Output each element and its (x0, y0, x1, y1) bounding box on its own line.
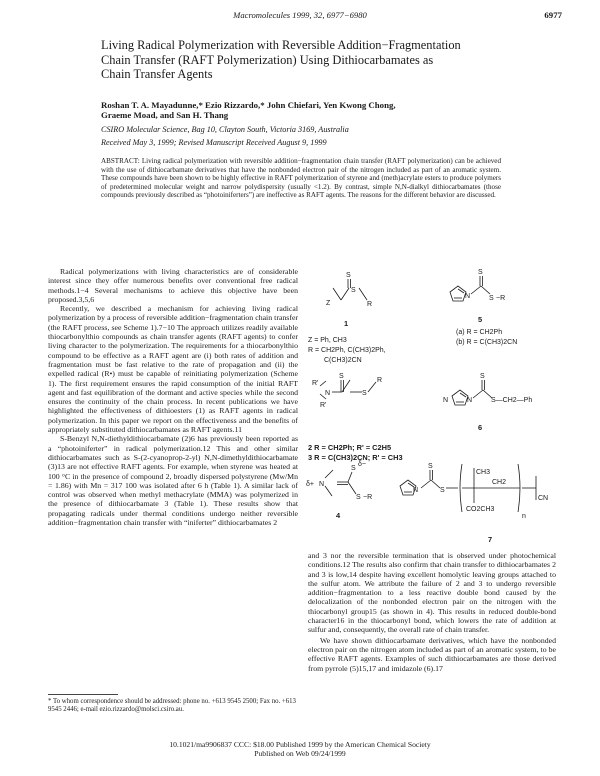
pyrrole-ring (450, 286, 466, 301)
atom-label: Z (326, 300, 331, 307)
left-column (48, 267, 298, 527)
bond (325, 486, 332, 496)
charge-label: δ− (358, 461, 366, 468)
affiliation: CSIRO Molecular Science, Bag 10, Clayton South, Victoria 3169, Australia (101, 125, 349, 134)
structure-definition: 3 R = C(CH3)2CN; R' = CH3 (308, 453, 403, 462)
compound-number: 4 (336, 511, 341, 520)
atom-label: R (377, 377, 383, 384)
structure-2-3 (308, 373, 403, 462)
group-label: CH2 (492, 479, 507, 486)
structure-6 (443, 373, 532, 432)
structure-definition: C(CH3)2CN (324, 357, 362, 364)
correspondence-footnote: * To whom correspondence should be addressed: phone no. +613 9545 2500; Fax no. +613 9545 2446; e-mail ezio.rizzardo@molsci.csiro.au. (48, 698, 296, 714)
bond (348, 472, 352, 482)
page-footer (0, 740, 600, 758)
atom-label: S (351, 465, 356, 472)
atom-label: S (478, 269, 483, 276)
atom-label: N (465, 293, 471, 300)
atom-label: S—CH2—Ph (491, 397, 533, 404)
bond (368, 382, 376, 392)
atom-label: S (346, 272, 351, 279)
chemical-structures (300, 268, 570, 550)
author-line: Roshan T. A. Mayadunne,* Ezio Rizzardo,* John Chiefari, Yen Kwong Chong, (101, 100, 396, 110)
body-paragraph: Radical polymerizations with living characteristics are of considerable interest since they offer numerous benefits over conventional free radical methods.1−4 Several mechanisms to achieve this objective have been proposed.3,5,6 (48, 267, 298, 304)
body-paragraph: We have shown dithiocarbamate derivatives, which have the nonbonded electron pair on the nitrogen atom included as part of an aromatic system, to be effective RAFT agents. Examples of such dithiocarbamates are those derived from pyrrole (5)15,17 and imidazole (6).17 (308, 635, 556, 673)
compound-number: 6 (478, 423, 483, 432)
body-paragraph: and 3 nor the reversible termination that is observed under photochemical conditions.12 The results also confirm that chain transfer to dithiocarbamates 2 and 3 is low,14 despite having excellent homolytic leaving groups attached to the sulfur atom. We attribute the failure of 2 and 3 to undergo reversible addition−fragmentation to a less reactive double bond caused by the delocalization of the nonbonded electron pair on the nitrogen with the thiocarbonyl group15 (as shown in 4). This results in reduced double-bond character16 in the thiocarbonyl bond, which lowers the rate of addition at sulfur and, consequently, the overall rate of chain transfer. (308, 551, 556, 635)
atom-label: S (339, 373, 344, 380)
abstract: ABSTRACT: Living radical polymerization with reversible addition−fragmentation chain transfer (RAFT polymerization) can be achieved with the use of dithiocarbamate derivatives that have the nonbonded electron pair of the nitrogen included as part of an aromatic system. These compounds have been shown to be highly effective in RAFT polymerization of styrene and (meth)acrylate esters to produce polymers of predetermined molecular weight and narrow polydispersity (usually <1.2). By contrast, simple N,N-dialkyl dithiocarbamates (those compounds previously described as “photoiniferters”) are ineffective as RAFT agents. The reasons for the different behavior are discussed. (101, 157, 501, 200)
atom-label: N (325, 390, 331, 397)
atom-label: N (467, 397, 473, 404)
atom-label: S (351, 287, 356, 294)
structure-5 (450, 269, 517, 346)
atom-label: S (428, 463, 433, 470)
author-list (101, 100, 501, 121)
right-column (308, 551, 556, 673)
received-dates: Received May 3, 1999; Revised Manuscript Received August 9, 1999 (101, 138, 327, 147)
atom-label: R' (312, 380, 319, 387)
bond (471, 286, 481, 294)
bond (431, 480, 440, 488)
body-paragraph: Recently, we described a mechanism for achieving living radical polymerization by a process of reversible addition−fragmentation chain transfer (the RAFT process, see Scheme 1).7−10 The approach utilizes readily available thiocarbonylthio compounds as chain transfer agents (RAFT agents) to confer living character to the polymerization. The requirements for a thiocarbonylthio compound to be effective as a RAFT agent are (i) both rates of addition and fragmentation must be fast relative to the rate of propagation and (ii) the expelled radical (R•) must be capable of reinitiating polymerization (Scheme 1). The first requirement ensures the rapid consumption of the initial RAFT agent and fast equilibration of the dormant and active species while the second ensures the continuity of the chain process. In recent publications we have highlighted the effectiveness of dithioesters (1) as RAFT agents in radical polymerization. In this paper we report on the effectiveness and the benefits of appropriately substituted dithiocarbamates as RAFT agents.11 (48, 304, 298, 435)
page-number: 6977 (544, 10, 562, 20)
atom-label: N (319, 481, 325, 488)
bond (320, 381, 326, 386)
footer-line: 10.1021/ma9906837 CCC: $18.00 Published 1999 by the American Chemical Society (169, 740, 431, 749)
atom-label: R (367, 301, 373, 308)
atom-label: S (480, 373, 485, 380)
bond (348, 482, 356, 494)
atom-label: S (440, 487, 445, 494)
title-line: Living Radical Polymerization with Reversible Addition−Fragmentation (101, 38, 461, 52)
atom-label: N (413, 487, 419, 494)
body-paragraph: S-Benzyl N,N-diethyldithiocarbamate (2)6 has previously been reported as a “photoiniferter” in radical polymerization.12 This and other similar dithiocarbamates such as S-(2-cyanoprop-2-yl) N,N-dimethyldithiocarbamate (3)13 are not effective RAFT agents. For example, when styrene was heated at 100 °C in the presence of compound 2, broadly dispersed polystyrene (Mw/Mn = 1.86) with Mn = 317 100 was isolated after 6 h (Table 1). A similar lack of control was observed when methyl methacrylate (MMA) was polymerized in the presence of dithiocarbamate 3 (Table 1). These results show that propagating radicals under thermal conditions undergo neither reversible addition−fragmentation chain transfer with “iniferter” dithiocarbamates 2 (48, 434, 298, 528)
structure-definition: Z = Ph, CH3 (308, 337, 347, 344)
bond (333, 288, 341, 300)
title-line: Chain Transfer Agents (101, 67, 213, 82)
atom-label: −R (363, 494, 373, 501)
compound-number: 5 (478, 315, 483, 324)
group-label: CH3 (476, 469, 491, 476)
footnote-divider (48, 694, 118, 695)
bond (473, 390, 483, 398)
structure-1 (308, 272, 386, 364)
structure-definition: 2 R = CH2Ph; R' = C2H5 (308, 443, 392, 452)
author-line: Graeme Moad, and San H. Thang (101, 110, 229, 121)
bond (325, 470, 333, 478)
bond (481, 286, 490, 294)
repeat-count: n (522, 513, 526, 520)
bond (359, 288, 367, 300)
compound-number: 7 (488, 535, 493, 544)
compound-number: 1 (344, 319, 349, 328)
atom-label: S (362, 390, 367, 397)
group-label: CO2CH3 (466, 506, 495, 513)
imidazole-ring (452, 390, 468, 405)
structure-definition: R = CH2Ph, C(CH3)2Ph, (308, 347, 386, 354)
structure-7 (400, 463, 548, 544)
repeat-bracket (460, 464, 462, 512)
atom-label: S (356, 494, 361, 501)
running-header-journal: Macromolecules 1999, 32, 6977−6980 (233, 10, 367, 20)
article-title (101, 38, 501, 82)
group-label: CN (538, 495, 549, 502)
title-line: Chain Transfer (RAFT Polymerization) Using Dithiocarbamates as (101, 52, 434, 67)
bond (341, 288, 349, 300)
bond (421, 480, 431, 488)
structure-4 (306, 461, 372, 520)
atom-label: S (489, 295, 494, 302)
charge-label: δ+ (306, 481, 314, 488)
structure-definition: (b) R = C(CH3)2CN (456, 339, 518, 346)
atom-label: −R (496, 295, 506, 302)
atom-label: N (443, 397, 449, 404)
atom-label: R' (320, 402, 327, 409)
structure-definition: (a) R = CH2Ph (456, 329, 503, 336)
footer-line: Published on Web 09/24/1999 (254, 749, 346, 758)
